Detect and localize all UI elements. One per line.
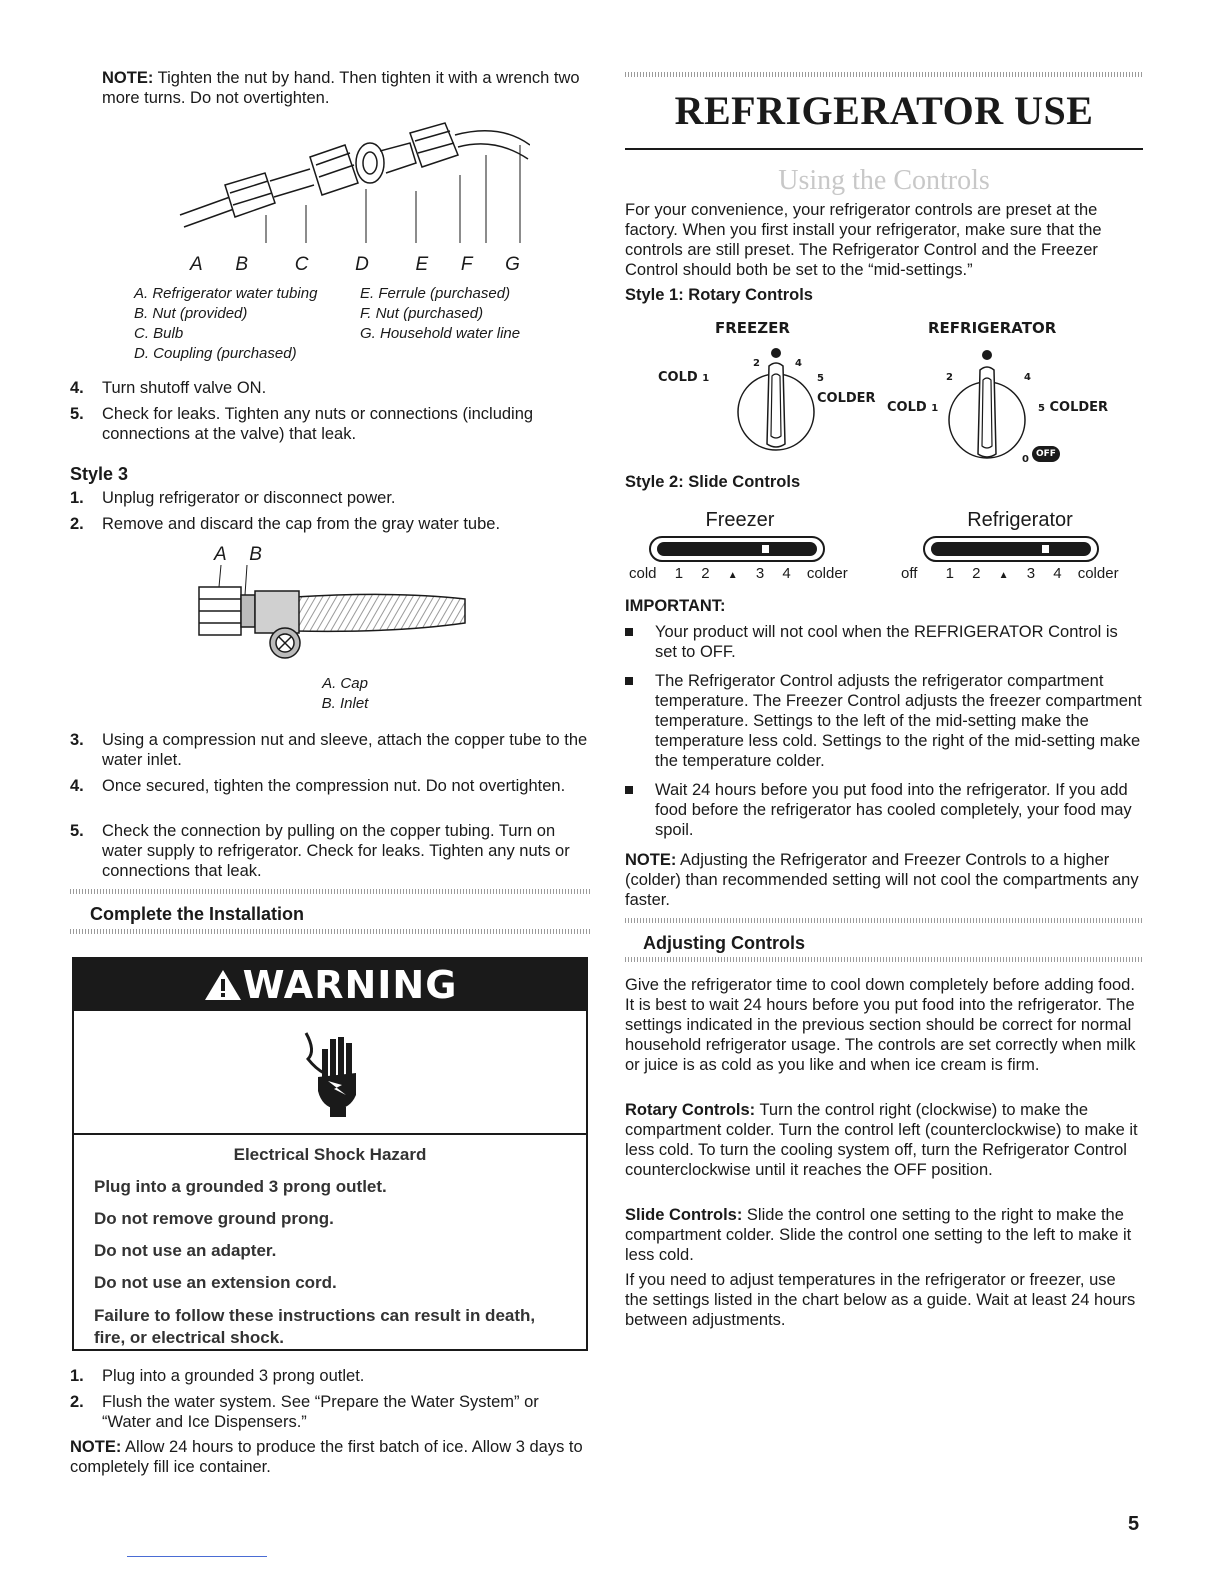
step-number: 5. [70,822,84,840]
step-number: 2. [70,515,84,533]
refrigerator-knob-icon [946,358,1028,468]
colder-text: COLDER [1049,400,1109,415]
rotary-controls-paragraph [625,1100,1143,1180]
legend-item: G. Household water line [360,325,521,342]
freezer-rotary-dial[interactable] [625,340,885,460]
paragraph-label: Rotary Controls: [625,1101,756,1119]
step-number: 3. [70,731,84,749]
dial-number: 5 [1038,403,1045,414]
scale-number: 3 [1026,565,1036,582]
cold-text: COLD [887,400,927,415]
fig-letter: B [235,254,249,275]
mid-mark-icon: ▲ [727,570,738,581]
rotary-freezer-label: FREEZER [715,319,790,337]
warning-line: Do not use an extension cord. [94,1273,337,1292]
divider [625,918,1143,923]
slide-track [931,542,1091,556]
note-label: NOTE: [102,69,154,87]
note-text: Adjusting the Refrigerator and Freezer Controls to a higher (colder) than recommended setting will not cool the compartments any faster. [625,851,1139,909]
divider [625,957,1143,962]
legend-item: B. Inlet [321,695,369,712]
bullet-square-icon [625,786,633,794]
fig1-legend-left [134,284,359,364]
dial-colder-label [817,368,885,409]
step-2-remove-cap [70,514,590,534]
style3-heading: Style 3 [70,464,129,484]
step-text: Once secured, tighten the compression nut. Do not overtighten. [102,777,566,795]
style2-heading: Style 2: Slide Controls [625,473,801,491]
bullet-text: The Refrigerator Control adjusts the refrigerator compartment temperature. The Freezer Control adjusts the freezer compartment temperature. Settings to the left of the mid-setting make the temperature less cold. Settings to the right of the mid-setting make the temperature colder. [655,672,1142,770]
scale-number: 4 [1053,565,1062,582]
scale-colder: colder [806,565,848,582]
important-bullet [625,780,1143,840]
dial-colder-label [1038,398,1108,419]
scale-cold: cold [629,565,657,582]
step-3-compression [70,730,590,770]
adjusting-controls-heading: Adjusting Controls [643,933,805,953]
scale-number: 1 [674,565,684,582]
dial-number: 4 [795,358,802,369]
step-text: Plug into a grounded 3 prong outlet. [102,1367,365,1385]
adjust-paragraph-1: Give the refrigerator time to cool down completely before adding food. It is best to wait 24 hours before you put food into the refrigerator. The settings indicated in the previous section should be correct for normal household refrigerator usage. The controls are set correctly when milk or juice is as cold as you like and when ice cream is firm. [625,976,1136,1074]
note-label: NOTE: [70,1438,122,1456]
step-text: Flush the water system. See “Prepare the Water System” or “Water and Ice Dispensers.” [102,1393,539,1431]
freezer-slide-control[interactable] [649,536,825,562]
legend-item: F. Nut (purchased) [360,305,484,322]
colder-text: COLDER [817,391,876,406]
warning-line: Plug into a grounded 3 prong outlet. [94,1177,387,1196]
warning-header [74,959,586,1011]
slide-freezer-label: Freezer [705,509,775,531]
dial-number: 2 [753,358,760,369]
fig-letter: F [460,254,473,275]
scale-number: 2 [701,565,710,582]
step-1-plug [70,1366,590,1386]
footer-rule [127,1556,267,1557]
paragraph-text: Slide the control one setting to the right to make the compartment colder. Slide the control one setting to the left to make it less cold. [625,1206,1132,1264]
warning-line: Do not remove ground prong. [94,1209,334,1228]
note-top [102,68,602,108]
important-bullet [625,671,1143,771]
rotary-refrigerator-label: REFRIGERATOR [928,319,1057,337]
page-number: 5 [1128,1513,1140,1535]
step-text: Turn shutoff valve ON. [102,379,267,397]
mid-mark-icon: ▲ [998,570,1009,581]
dial-number: 0 [1022,454,1029,465]
divider [70,929,590,934]
fig-letter: A [190,254,203,275]
fig-letter: D [355,254,369,275]
step-number: 4. [70,777,84,795]
legend-item: E. Ferrule (purchased) [360,285,511,302]
warning-icon-area [74,1011,586,1135]
step-4-shutoff [70,378,590,398]
dial-number: 2 [946,372,953,383]
electrical-shock-hand-icon [302,1029,366,1119]
paragraph-label: Slide Controls: [625,1206,743,1224]
scale-number: 2 [972,565,981,582]
step-5-check [70,821,590,881]
slide-knob[interactable] [1041,544,1050,554]
scale-number: 3 [755,565,765,582]
warning-title: WARNING [242,963,458,1007]
slide-refrigerator-label: Refrigerator [967,509,1073,531]
cap-inlet-illustration [195,565,475,675]
step-2-flush [70,1392,590,1432]
adjust-paragraph-2: If you need to adjust temperatures in the refrigerator or freezer, use the settings listed in the chart below as a guide. Wait at least 24 hours between adjustments. [625,1271,1136,1329]
off-badge: OFF [1032,446,1060,462]
note-label: NOTE: [625,851,677,869]
note-controls [625,850,1143,910]
step-1-unplug [70,488,590,508]
freezer-knob-icon [735,354,817,454]
bullet-text: Your product will not cool when the REFRIGERATOR Control is set to OFF. [655,623,1118,661]
fig-letter: E [415,254,429,275]
step-number: 5. [70,405,84,423]
divider [70,889,590,894]
step-text: Using a compression nut and sleeve, attach the copper tube to the water inlet. [102,731,588,769]
step-number: 1. [70,489,84,507]
step-number: 2. [70,1393,84,1411]
style1-heading: Style 1: Rotary Controls [625,286,813,304]
step-4-tighten [70,776,590,796]
note-text: Tighten the nut by hand. Then tighten it with a wrench two more turns. Do not overtighten. [102,69,580,107]
legend-item: A. Cap [322,675,368,692]
fig-letter: B [249,544,262,565]
dial-cold-label [887,398,938,419]
warning-text [74,1135,586,1349]
dial-cold-label [658,368,709,389]
scale-off: off [901,565,918,582]
fig-letter: G [505,254,520,275]
scale-number: 4 [782,565,791,582]
dial-number: 4 [1024,372,1031,383]
fig-letter: A [214,544,226,565]
fig2-legend [270,674,420,714]
water-fitting-illustration [170,115,530,255]
complete-installation-heading: Complete the Installation [90,904,305,924]
refrigerator-slide-scale [901,564,1119,586]
divider [625,72,1143,77]
important-bullet [625,622,1143,662]
step-number: 1. [70,1367,84,1385]
legend-item: B. Nut (provided) [134,305,248,322]
legend-item: C. Bulb [134,325,184,342]
scale-number: 1 [945,565,954,582]
bullet-square-icon [625,628,633,636]
fig2-letters [214,545,262,565]
bullet-text: Wait 24 hours before you put food into the refrigerator. If you add food before the refrigerator has cooled completely, your food may spoil. [655,781,1132,839]
bullet-square-icon [625,677,633,685]
intro-paragraph: For your convenience, your refrigerator controls are preset at the factory. When you first install your refrigerator, make sure that the controls are still preset. The Refrigerator Control and the Freezer Control should both be set to the “mid-settings.” [625,201,1102,279]
slide-knob[interactable] [761,544,770,554]
warning-box [72,957,588,1351]
fig1-letters [190,255,520,275]
cold-text: COLD [658,370,698,385]
important-heading: IMPORTANT: [625,597,726,615]
subsection-title: Using the Controls [778,165,990,196]
note-bottom [70,1437,590,1477]
dial-number: 1 [931,403,939,414]
step-5-leaks [70,404,590,444]
title-rule [625,148,1143,150]
warning-line: Do not use an adapter. [94,1241,277,1260]
legend-item: A. Refrigerator water tubing [134,285,318,302]
scale-colder: colder [1077,565,1119,582]
slide-track [657,542,817,556]
step-text: Check the connection by pulling on the copper tubing. Turn on water supply to refrigerator. Check for leaks. Tighten any nuts or connections that leak. [102,822,570,880]
section-title: REFRIGERATOR USE [674,88,1094,133]
step-text: Unplug refrigerator or disconnect power. [102,489,396,507]
dial-number: 1 [702,373,710,384]
paragraph-text: Turn the control right (clockwise) to make the compartment colder. Turn the control left (counterclockwise) to make it less cold. To turn the cooling system off, turn the Refrigerator Control counterclockwise until it reaches the OFF position. [625,1101,1138,1179]
refrigerator-slide-control[interactable] [923,536,1099,562]
legend-item: D. Coupling (purchased) [134,345,297,362]
hazard-title: Electrical Shock Hazard [233,1145,427,1164]
warning-failure: Failure to follow these instructions can result in death, fire, or electrical shock. [94,1306,536,1347]
warning-triangle-icon [203,968,243,1002]
refrigerator-rotary-dial[interactable] [880,340,1143,470]
fig1-legend-right [360,284,590,344]
note-text: Allow 24 hours to produce the first batch of ice. Allow 3 days to completely fill ice container. [70,1438,583,1476]
dial-number: 5 [817,373,824,384]
freezer-slide-scale [629,564,848,586]
slide-controls-paragraph [625,1205,1143,1265]
step-text: Check for leaks. Tighten any nuts or connections (including connections at the valve) that leak. [102,405,534,443]
step-text: Remove and discard the cap from the gray water tube. [102,515,501,533]
step-number: 4. [70,379,84,397]
fig-letter: C [294,254,309,275]
